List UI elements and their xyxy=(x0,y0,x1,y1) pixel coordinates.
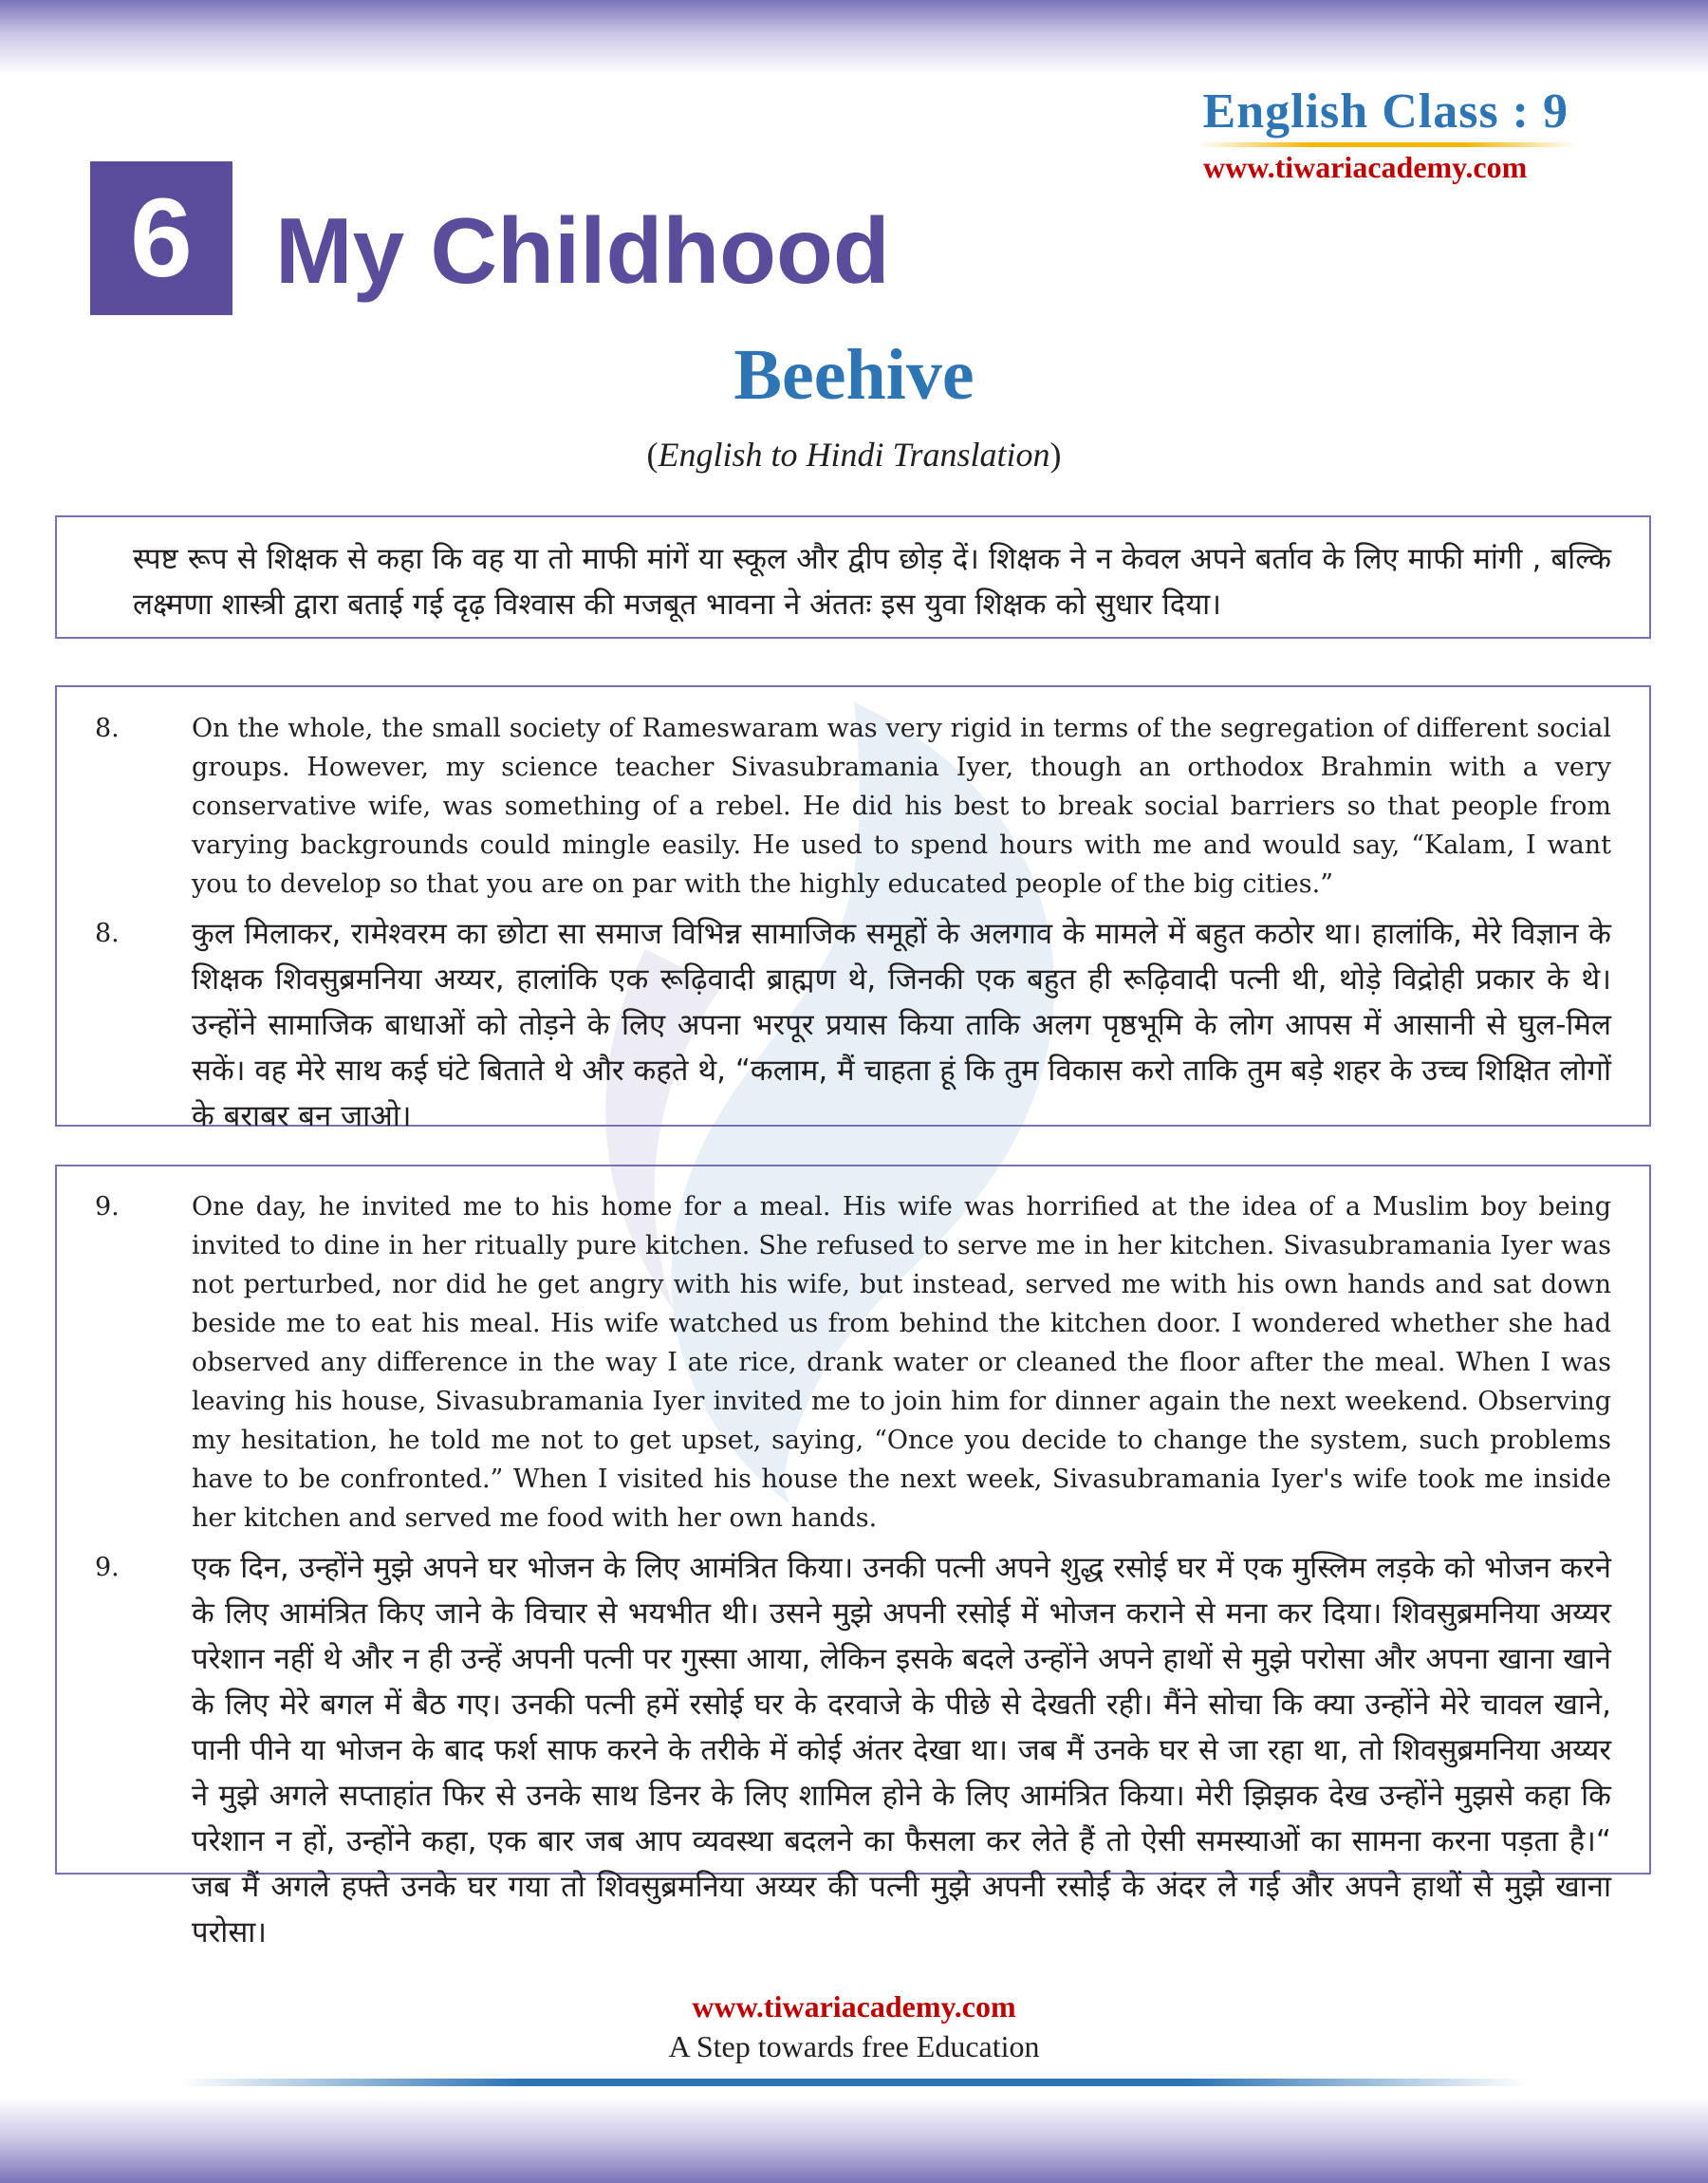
header-underline xyxy=(1197,142,1577,147)
subtitle: (English to Hindi Translation) xyxy=(646,436,1062,474)
bottom-gradient-band xyxy=(0,2098,1708,2183)
footer-website-link[interactable]: www.tiwariacademy.com xyxy=(692,1989,1016,2024)
top-gradient-band xyxy=(0,0,1708,74)
class-title: English Class : 9 xyxy=(1202,84,1569,139)
footer-divider xyxy=(180,2079,1528,2086)
paragraph-number: 8. xyxy=(95,919,120,948)
hindi-paragraph-8 xyxy=(95,911,1611,1139)
english-text: On the whole, the small society of Rameswaram was very rigid in terms of the segregation of different social groups. However, my science teacher Sivasubramania Iyer, though an orthodox Brahmin with a very conservative wife, was something of a rebel. He did his best to break social barriers so that people from varying backgrounds could mingle easily. He used to spend hours with me and would say, “Kalam, I want you to develop so that you are on par with the highly educated people of the big cities.” xyxy=(192,714,1611,899)
hindi-paragraph-9 xyxy=(95,1545,1611,1955)
hindi-paragraph-continued: स्पष्ट रूप से शिक्षक से कहा कि वह या तो माफी मांगें या स्कूल और द्वीप छोड़ दें। शिक्षक ने न केवल अपने बर्ताव के लिए माफी मांगी , बल्कि लक्ष्मणा शास्त्री द्वारा बताई गई दृढ़ विश्वास की मजबूत भावना ने अंततः इस युवा शिक्षक को सुधार दिया। xyxy=(133,542,1611,622)
english-paragraph-8 xyxy=(95,709,1611,904)
hindi-text: एक दिन, उन्होंने मुझे अपने घर भोजन के लिए आमंत्रित किया। उनकी पत्नी अपने शुद्ध रसोई घर में एक मुस्लिम लड़के को भोजन करने के लिए आमंत्रित किए जाने के विचार से भयभीत थी। उसने मुझे अपनी रसोई में भोजन कराने से मना कर दिया। शिवसुब्रमनिया अय्यर परेशान नहीं थे और न ही उन्हें अपनी पत्नी पर गुस्सा आया, लेकिन इसके बदले उन्होंने अपने हाथों से मुझे परोसा और अपना खाना खाने के लिए मेरे बगल में बैठ गए। उनकी पत्नी हमें रसोई घर के दरवाजे के पीछे से देखती रही। मैंने सोचा कि क्या उन्होंने मेरे चावल खाने, पानी पीने या भोजन के बाद फर्श साफ करने के तरीके में कोई अंतर देखा था। जब मैं उनके घर से जा रहा था, तो शिवसुब्रमनिया अय्यर ने मुझे अगले सप्ताहांत फिर से उनके साथ डिनर के लिए शामिल होने के लिए आमंत्रित किया। मेरी झिझक देख उन्होंने मुझसे कहा कि परेशान न हों, उन्होंने कहा, एक बार जब आप व्यवस्था बदलने का फैसला कर लेते हैं तो ऐसी समस्याओं का सामना करना पड़ता है।“ जब मैं अगले हफ्ते उनके घर गया तो शिवसुब्रमनिया अय्यर की पत्नी मुझे अपनी रसोई के अंदर ले गई और अपने हाथों से मुझे खाना परोसा। xyxy=(192,1551,1611,1950)
hindi-text: कुल मिलाकर, रामेश्वरम का छोटा सा समाज विभिन्न सामाजिक समूहों के अलगाव के मामले में बहुत कठोर था। हालांकि, मेरे विज्ञान के शिक्षक शिवसुब्रमनिया अय्यर, हालांकि एक रूढ़िवादी ब्राह्मण थे, जिनकी एक बहुत ही रूढ़िवादी पत्नी थी, थोड़े विद्रोही प्रकार के थे। उन्होंने सामाजिक बाधाओं को तोड़ने के लिए अपना भरपूर प्रयास किया ताकि अलग पृष्ठभूमि के लोग आपस में आसानी से घुल-मिल सकें। वह मेरे साथ कई घंटे बिताते थे और कहते थे, “कलाम, मैं चाहता हूं कि तुम विकास करो ताकि तुम बड़े शहर के उच्च शिक्षित लोगों के बराबर बन जाओ। xyxy=(192,917,1611,1133)
header-website-link[interactable]: www.tiwariacademy.com xyxy=(1203,150,1528,184)
footer-tagline: A Step towards free Education xyxy=(668,2029,1040,2063)
paragraph-number: 8. xyxy=(95,714,120,743)
english-paragraph-9 xyxy=(95,1187,1611,1538)
translation-box-continued xyxy=(55,515,1651,639)
chapter-title: My Childhood xyxy=(275,198,890,303)
paragraph-number: 9. xyxy=(95,1553,120,1582)
translation-box-para-9 xyxy=(55,1165,1651,1950)
paragraph-number: 9. xyxy=(95,1192,120,1222)
chapter-number-badge xyxy=(90,161,232,315)
book-title: Beehive xyxy=(733,335,975,415)
english-text: One day, he invited me to his home for a meal. His wife was horrified at the idea of a Muslim boy being invited to dine in her ritually pure kitchen. She refused to serve me in her kitchen. Sivasubramania Iyer was not perturbed, nor did he get angry with his wife, but instead, served me with his own hands and sat down beside me to eat his meal. His wife watched us from behind the kitchen door. I wondered whether she had observed any difference in the way I ate rice, drank water or cleaned the floor after the meal. When I was leaving his house, Sivasubramania Iyer invited me to join him for dinner again the next weekend. Observing my hesitation, he told me not to get upset, saying, “Once you decide to change the system, such problems have to be confronted.” When I visited his house the next week, Sivasubramania Iyer's wife took me inside her kitchen and served me food with her own hands. xyxy=(192,1192,1611,1533)
chapter-number: 6 xyxy=(130,176,193,301)
subtitle-text: English to Hindi Translation xyxy=(658,436,1050,474)
translation-box-para-8 xyxy=(55,685,1651,1133)
